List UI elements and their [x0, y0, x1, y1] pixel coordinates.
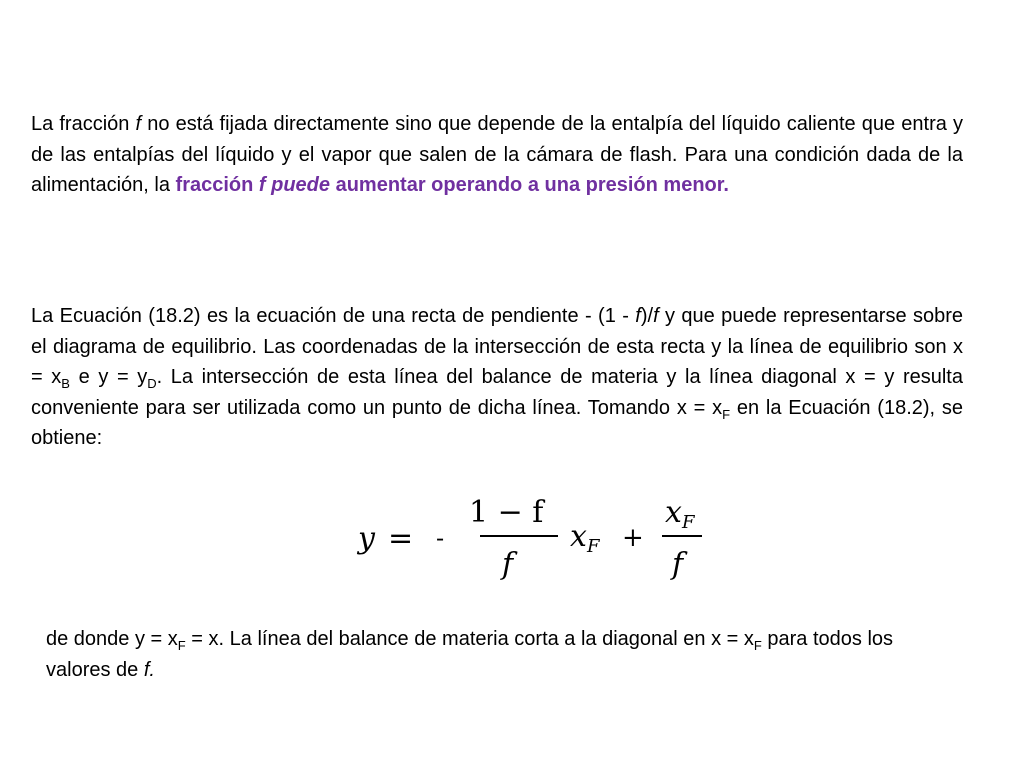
equation-x: x — [570, 519, 587, 554]
paragraph-conclusion — [46, 624, 946, 685]
equation-svg — [352, 490, 712, 585]
equation-numerator-2-sub: F — [682, 512, 695, 533]
equation-lhs-y: y — [358, 521, 375, 556]
text-segment: e y = y — [69, 366, 148, 388]
text-segment: La Ecuación (18.2) es la ecuación de una recta de pendiente - (1 - — [31, 305, 636, 327]
paragraph-flash-fraction — [31, 109, 963, 201]
text-segment: = x. La línea del balance de materia corta a la diagonal en x = x — [185, 628, 754, 650]
equation-numerator-2-x: x — [665, 495, 682, 530]
paragraph-equation-description — [31, 301, 963, 454]
highlight-italic-text: f puede — [258, 174, 331, 196]
text-segment: de donde y = x — [46, 628, 178, 650]
italic-symbol-f: f. — [143, 658, 155, 681]
equation-numerator-1: 1 − f — [469, 495, 544, 530]
equation-equals: = — [388, 521, 414, 556]
text-segment: )/ — [640, 305, 654, 327]
equation-plus: + — [622, 523, 644, 553]
equation-image — [352, 490, 712, 585]
italic-symbol-f: f — [135, 113, 142, 135]
highlight-text: fracción — [175, 174, 259, 196]
subscript-f: F — [753, 638, 762, 653]
subscript-f: F — [722, 406, 731, 422]
text-segment: para todos los valores de — [46, 628, 894, 681]
equation-subscript-f: F — [587, 536, 600, 557]
italic-symbol-f: f — [635, 305, 641, 327]
italic-symbol-f: f — [653, 305, 659, 327]
subscript-d: D — [147, 376, 157, 391]
text-segment: y que puede representarse sobre el diagrama de equilibrio. Las coordenadas de la intersección de esta recta y la línea de equilibrio son x = x — [31, 305, 963, 388]
equation-denominator-1: f — [502, 547, 514, 582]
text-segment: en la Ecuación (18.2), se obtiene: — [31, 396, 964, 449]
text-segment: La fracción — [31, 113, 136, 135]
highlight-text: aumentar operando a una presión menor. — [330, 174, 729, 196]
subscript-b: B — [61, 376, 70, 391]
text-segment: . La intersección de esta línea del balance de materia y la línea diagonal x = y resulta conveniente para ser utilizada como un punto de dicha línea. Tomando x = x — [31, 366, 963, 419]
text-segment: no está fijada directamente sino que depende de la entalpía del líquido caliente que entra y de las entalpías del líquido y el vapor que salen de la cámara de flash. Para una condición dada de la alimentación, la — [31, 113, 963, 196]
equation-minus: - — [436, 524, 445, 552]
equation-denominator-2: f — [672, 547, 684, 582]
subscript-f: F — [177, 638, 186, 653]
